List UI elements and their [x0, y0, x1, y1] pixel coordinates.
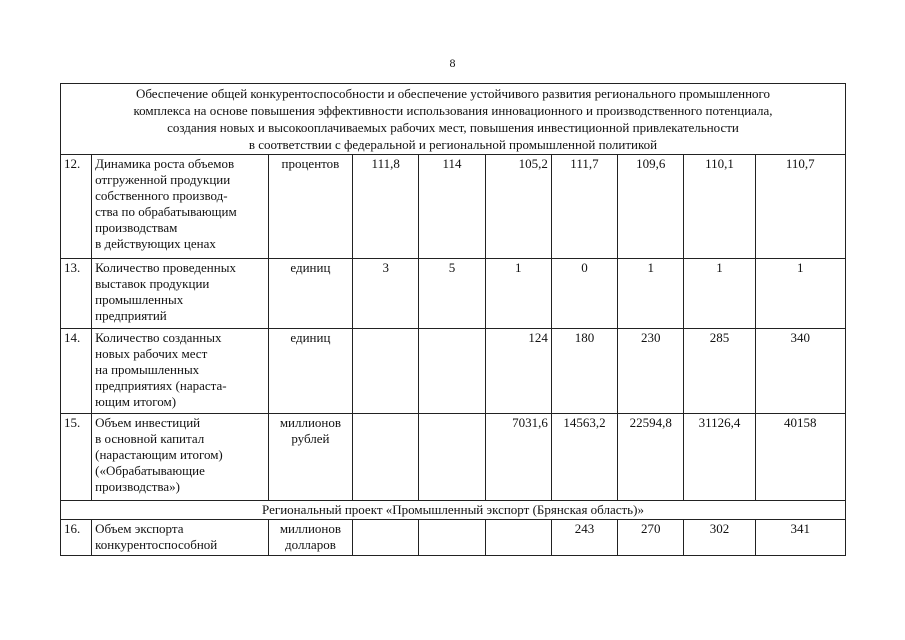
value-cell: 110,7	[755, 155, 845, 259]
unit-line: долларов	[285, 537, 336, 552]
section-header-line: Обеспечение общей конкурентоспособности и обеспечение устойчивого развития регионального промышленного	[135, 86, 771, 101]
value-cell: 1	[485, 259, 551, 329]
value-cell: 1	[755, 259, 845, 329]
value-cell: 40158	[755, 414, 845, 501]
indicator-name	[92, 414, 269, 501]
table-row	[61, 329, 846, 414]
name-line: Количество проведенных	[95, 260, 236, 275]
name-line: производствам	[95, 220, 178, 235]
name-line: производства»)	[95, 479, 180, 494]
name-line: выставок продукции	[95, 276, 210, 291]
name-line: предприятий	[95, 308, 167, 323]
page-number: 8	[449, 56, 456, 70]
name-line: Объем инвестиций	[95, 415, 201, 430]
value-cell: 111,7	[551, 155, 617, 259]
indicator-name	[92, 520, 269, 556]
unit-cell	[268, 329, 352, 414]
unit-cell	[268, 520, 352, 556]
section-header-line: создания новых и высокооплачиваемых рабочих мест, повышения инвестиционной привлекательности	[167, 120, 739, 135]
value-cell: 3	[353, 259, 419, 329]
name-line: конкурентоспособной	[95, 537, 218, 552]
name-line: предприятиях (нараста-	[95, 378, 227, 393]
table-row	[61, 155, 846, 259]
section-header-line: комплекса на основе повышения эффективности использования инновационного и производственного потенциала,	[133, 103, 773, 118]
value-cell: 31126,4	[684, 414, 755, 501]
name-line: отгруженной продукции	[95, 172, 231, 187]
value-cell: 270	[618, 520, 684, 556]
unit-cell	[268, 155, 352, 259]
value-cell	[419, 520, 485, 556]
table-row	[61, 259, 846, 329]
unit-line: процентов	[281, 156, 340, 171]
value-cell: 111,8	[353, 155, 419, 259]
unit-line: миллионов	[279, 415, 342, 430]
unit-cell	[268, 259, 352, 329]
row-number: 12.	[61, 155, 92, 259]
value-cell: 341	[755, 520, 845, 556]
name-line: собственного производ-	[95, 188, 228, 203]
table-row	[61, 414, 846, 501]
indicator-name	[92, 259, 269, 329]
unit-line: единиц	[290, 330, 331, 345]
value-cell: 7031,6	[485, 414, 551, 501]
value-cell: 124	[485, 329, 551, 414]
name-line: Динамика роста объемов	[95, 156, 235, 171]
value-cell: 114	[419, 155, 485, 259]
unit-cell	[268, 414, 352, 501]
row-number: 14.	[61, 329, 92, 414]
name-line: ющим итогом)	[95, 394, 177, 409]
value-cell: 302	[684, 520, 755, 556]
name-line: Количество созданных	[95, 330, 222, 345]
name-line: Объем экспорта	[95, 521, 184, 536]
name-line: («Обрабатывающие	[95, 463, 205, 478]
value-cell	[353, 414, 419, 501]
value-cell: 22594,8	[618, 414, 684, 501]
indicator-name	[92, 155, 269, 259]
indicators-table	[60, 83, 846, 556]
value-cell	[485, 520, 551, 556]
name-line: (нарастающим итогом)	[95, 447, 223, 462]
name-line: промышленных	[95, 292, 184, 307]
value-cell: 340	[755, 329, 845, 414]
section-header-line: в соответствии с федеральной и региональной промышленной политикой	[248, 137, 658, 152]
value-cell: 285	[684, 329, 755, 414]
name-line: ства по обрабатывающим	[95, 204, 237, 219]
value-cell	[353, 520, 419, 556]
unit-line: миллионов	[279, 521, 342, 536]
value-cell	[353, 329, 419, 414]
indicator-name	[92, 329, 269, 414]
unit-line: рублей	[291, 431, 330, 446]
row-number: 15.	[61, 414, 92, 501]
unit-line: единиц	[290, 260, 331, 275]
value-cell	[419, 414, 485, 501]
value-cell: 0	[551, 259, 617, 329]
value-cell: 109,6	[618, 155, 684, 259]
name-line: на промышленных	[95, 362, 200, 377]
project-header: Региональный проект «Промышленный экспорт (Брянская область)»	[61, 501, 846, 520]
value-cell: 5	[419, 259, 485, 329]
value-cell: 243	[551, 520, 617, 556]
row-number: 16.	[61, 520, 92, 556]
name-line: в основной капитал	[95, 431, 205, 446]
value-cell: 1	[618, 259, 684, 329]
table-row	[61, 520, 846, 556]
project-header-row	[61, 501, 846, 520]
value-cell: 105,2	[485, 155, 551, 259]
value-cell	[419, 329, 485, 414]
section-header-row	[61, 84, 846, 155]
section-header-cell	[61, 84, 846, 155]
name-line: в действующих ценах	[95, 236, 216, 251]
value-cell: 180	[551, 329, 617, 414]
value-cell: 230	[618, 329, 684, 414]
value-cell: 14563,2	[551, 414, 617, 501]
value-cell: 110,1	[684, 155, 755, 259]
name-line: новых рабочих мест	[95, 346, 208, 361]
row-number: 13.	[61, 259, 92, 329]
value-cell: 1	[684, 259, 755, 329]
